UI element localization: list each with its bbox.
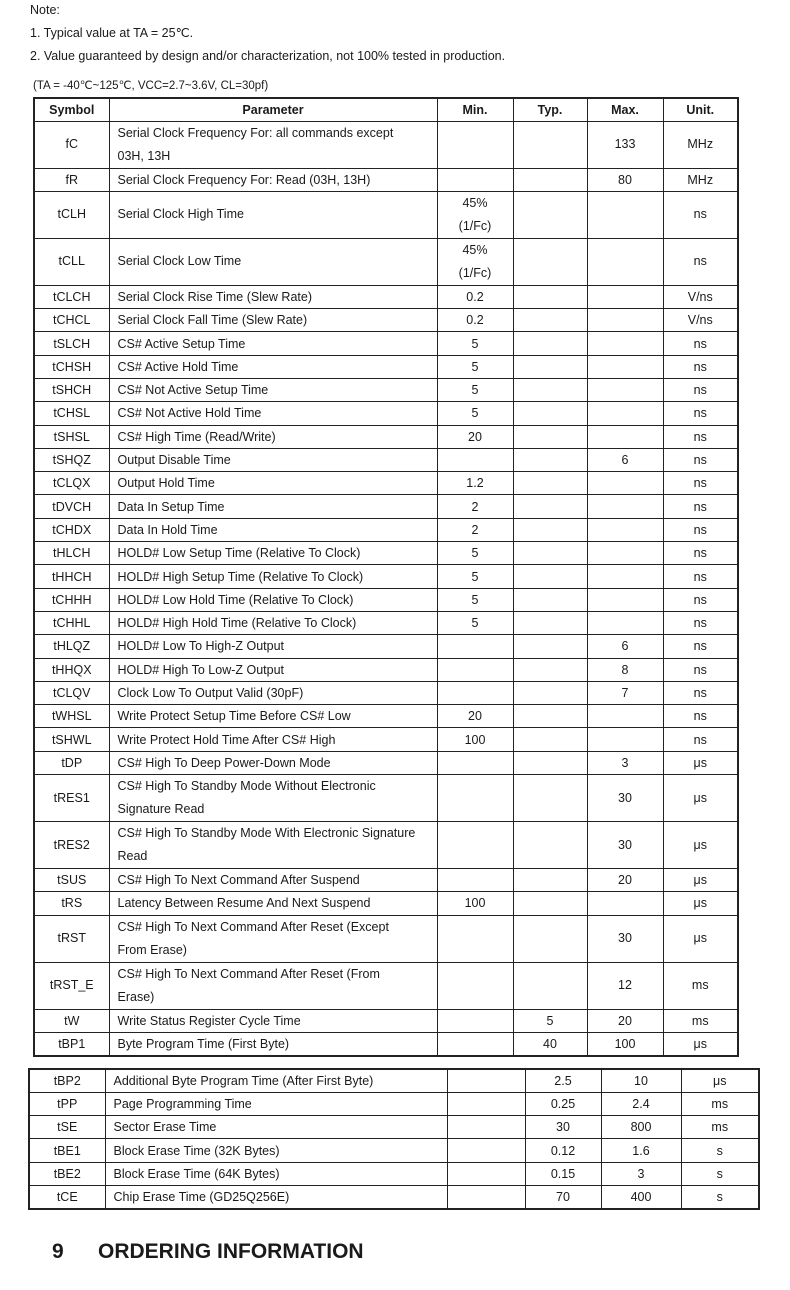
parameter-cell: Block Erase Time (32K Bytes) xyxy=(105,1139,447,1162)
max-cell xyxy=(587,588,663,611)
parameter-cell: Sector Erase Time xyxy=(105,1116,447,1139)
min-cell: 5 xyxy=(437,542,513,565)
symbol-cell: tHLQZ xyxy=(34,635,109,658)
table-row xyxy=(34,915,738,962)
max-cell: 1.6 xyxy=(601,1139,681,1162)
table-row xyxy=(34,869,738,892)
max-cell: 10 xyxy=(601,1069,681,1092)
symbol-cell: tRES2 xyxy=(34,822,109,869)
table-row xyxy=(34,681,738,704)
parameter-cell: CS# High To Standby Mode With Electronic Signature Read xyxy=(109,822,437,869)
typ-cell xyxy=(513,168,587,191)
max-cell xyxy=(587,495,663,518)
table-row xyxy=(29,1092,759,1115)
table-row xyxy=(34,168,738,191)
table-row xyxy=(34,635,738,658)
unit-cell: μs xyxy=(681,1069,759,1092)
symbol-cell: tSHSL xyxy=(34,425,109,448)
symbol-cell: tDP xyxy=(34,751,109,774)
parameter-cell: CS# Not Active Hold Time xyxy=(109,402,437,425)
typ-cell xyxy=(513,378,587,401)
table-row xyxy=(34,121,738,168)
symbol-cell: tCLQV xyxy=(34,681,109,704)
typ-cell: 0.25 xyxy=(525,1092,601,1115)
min-cell: 20 xyxy=(437,425,513,448)
unit-cell: ns xyxy=(663,681,738,704)
symbol-cell: tCHSL xyxy=(34,402,109,425)
unit-cell: ns xyxy=(663,332,738,355)
unit-cell: s xyxy=(681,1139,759,1162)
max-cell: 133 xyxy=(587,121,663,168)
parameter-cell: Page Programming Time xyxy=(105,1092,447,1115)
table-row xyxy=(34,191,738,238)
symbol-cell: tW xyxy=(34,1009,109,1032)
header-symbol: Symbol xyxy=(34,98,109,121)
parameter-cell: CS# High Time (Read/Write) xyxy=(109,425,437,448)
unit-cell: μs xyxy=(663,892,738,915)
table-row xyxy=(34,518,738,541)
max-cell xyxy=(587,728,663,751)
unit-cell: μs xyxy=(663,775,738,822)
unit-cell: ms xyxy=(681,1092,759,1115)
typ-cell xyxy=(513,191,587,238)
notes-block xyxy=(30,2,505,71)
max-cell: 400 xyxy=(601,1185,681,1208)
table-row xyxy=(34,565,738,588)
unit-cell: μs xyxy=(663,751,738,774)
typ-cell xyxy=(513,355,587,378)
max-cell xyxy=(587,518,663,541)
parameter-cell: Latency Between Resume And Next Suspend xyxy=(109,892,437,915)
table-row xyxy=(34,775,738,822)
min-cell: 0.2 xyxy=(437,285,513,308)
unit-cell: V/ns xyxy=(663,285,738,308)
table-row xyxy=(34,728,738,751)
max-cell xyxy=(587,472,663,495)
typ-cell xyxy=(513,588,587,611)
symbol-cell: tRS xyxy=(34,892,109,915)
parameter-cell: Write Protect Setup Time Before CS# Low xyxy=(109,705,437,728)
parameter-cell: CS# High To Standby Mode Without Electronic Signature Read xyxy=(109,775,437,822)
typ-cell xyxy=(513,822,587,869)
max-cell: 2.4 xyxy=(601,1092,681,1115)
max-cell xyxy=(587,705,663,728)
typ-cell xyxy=(513,892,587,915)
min-cell: 100 xyxy=(437,892,513,915)
parameter-cell: Serial Clock Rise Time (Slew Rate) xyxy=(109,285,437,308)
max-cell xyxy=(587,892,663,915)
table-row xyxy=(34,495,738,518)
table-row xyxy=(29,1069,759,1092)
unit-cell: ns xyxy=(663,355,738,378)
min-cell: 20 xyxy=(437,705,513,728)
symbol-cell: tCLL xyxy=(34,238,109,285)
min-cell: 5 xyxy=(437,402,513,425)
unit-cell: ns xyxy=(663,635,738,658)
min-cell xyxy=(437,658,513,681)
unit-cell: μs xyxy=(663,822,738,869)
min-cell: 5 xyxy=(437,378,513,401)
test-conditions: (TA = -40℃~125℃, VCC=2.7~3.6V, CL=30pf) xyxy=(33,80,269,92)
max-cell xyxy=(587,309,663,332)
table-row xyxy=(34,285,738,308)
section-heading xyxy=(52,1240,364,1264)
parameter-cell: HOLD# Low To High-Z Output xyxy=(109,635,437,658)
min-cell xyxy=(437,869,513,892)
parameter-cell: Additional Byte Program Time (After First Byte) xyxy=(105,1069,447,1092)
symbol-cell: fR xyxy=(34,168,109,191)
table-row xyxy=(34,658,738,681)
parameter-cell: CS# High To Deep Power-Down Mode xyxy=(109,751,437,774)
symbol-cell: tCLQX xyxy=(34,472,109,495)
max-cell: 8 xyxy=(587,658,663,681)
typ-cell: 0.15 xyxy=(525,1162,601,1185)
typ-cell xyxy=(513,869,587,892)
unit-cell: ns xyxy=(663,728,738,751)
parameter-cell: HOLD# Low Setup Time (Relative To Clock) xyxy=(109,542,437,565)
parameter-cell: Data In Setup Time xyxy=(109,495,437,518)
min-cell xyxy=(437,1009,513,1032)
max-cell: 30 xyxy=(587,775,663,822)
symbol-cell: tCHHH xyxy=(34,588,109,611)
typ-cell xyxy=(513,728,587,751)
unit-cell: μs xyxy=(663,915,738,962)
typ-cell: 70 xyxy=(525,1185,601,1208)
unit-cell: ns xyxy=(663,448,738,471)
ac-characteristics-table xyxy=(33,97,739,1057)
symbol-cell: tSHWL xyxy=(34,728,109,751)
min-cell xyxy=(437,775,513,822)
table-row xyxy=(34,822,738,869)
max-cell: 12 xyxy=(587,962,663,1009)
typ-cell xyxy=(513,332,587,355)
notes-title: Note: xyxy=(30,3,60,17)
unit-cell: ns xyxy=(663,518,738,541)
max-cell xyxy=(587,285,663,308)
unit-cell: V/ns xyxy=(663,309,738,332)
symbol-cell: tBE1 xyxy=(29,1139,105,1162)
symbol-cell: tCE xyxy=(29,1185,105,1208)
min-cell: 5 xyxy=(437,332,513,355)
unit-cell: ns xyxy=(663,378,738,401)
table-row xyxy=(29,1185,759,1208)
max-cell xyxy=(587,332,663,355)
typ-cell: 0.12 xyxy=(525,1139,601,1162)
typ-cell xyxy=(513,542,587,565)
parameter-cell: CS# High To Next Command After Suspend xyxy=(109,869,437,892)
symbol-cell: tSE xyxy=(29,1116,105,1139)
typ-cell xyxy=(513,658,587,681)
typ-cell xyxy=(513,518,587,541)
table-row xyxy=(34,611,738,634)
typ-cell xyxy=(513,775,587,822)
max-cell xyxy=(587,238,663,285)
typ-cell xyxy=(513,565,587,588)
parameter-cell: CS# High To Next Command After Reset (From Erase) xyxy=(109,962,437,1009)
max-cell xyxy=(587,191,663,238)
table-row xyxy=(34,425,738,448)
table-row xyxy=(34,751,738,774)
unit-cell: ms xyxy=(681,1116,759,1139)
table-header-row xyxy=(34,98,738,121)
typ-cell: 2.5 xyxy=(525,1069,601,1092)
parameter-cell: Serial Clock Fall Time (Slew Rate) xyxy=(109,309,437,332)
symbol-cell: tSUS xyxy=(34,869,109,892)
typ-cell xyxy=(513,915,587,962)
unit-cell: μs xyxy=(663,1032,738,1055)
symbol-cell: tRST xyxy=(34,915,109,962)
typ-cell xyxy=(513,121,587,168)
max-cell xyxy=(587,378,663,401)
table-row xyxy=(34,355,738,378)
symbol-cell: tBP1 xyxy=(34,1032,109,1055)
header-typ: Typ. xyxy=(513,98,587,121)
unit-cell: MHz xyxy=(663,121,738,168)
table-row xyxy=(34,588,738,611)
typ-cell xyxy=(513,751,587,774)
min-cell: 45% (1/Fc) xyxy=(437,238,513,285)
section-number: 9 xyxy=(52,1240,64,1263)
table-body xyxy=(34,121,738,1056)
symbol-cell: tRES1 xyxy=(34,775,109,822)
table-body xyxy=(29,1069,759,1209)
unit-cell: ns xyxy=(663,565,738,588)
header-unit: Unit. xyxy=(663,98,738,121)
symbol-cell: tPP xyxy=(29,1092,105,1115)
unit-cell: s xyxy=(681,1185,759,1208)
parameter-cell: HOLD# Low Hold Time (Relative To Clock) xyxy=(109,588,437,611)
symbol-cell: tCLCH xyxy=(34,285,109,308)
program-erase-table xyxy=(28,1068,760,1210)
header-max: Max. xyxy=(587,98,663,121)
typ-cell: 40 xyxy=(513,1032,587,1055)
min-cell xyxy=(437,751,513,774)
unit-cell: ns xyxy=(663,658,738,681)
table-row xyxy=(34,378,738,401)
min-cell xyxy=(437,448,513,471)
table-row xyxy=(34,1032,738,1055)
symbol-cell: tWHSL xyxy=(34,705,109,728)
typ-cell xyxy=(513,309,587,332)
min-cell: 2 xyxy=(437,518,513,541)
parameter-cell: Byte Program Time (First Byte) xyxy=(109,1032,437,1055)
unit-cell: ns xyxy=(663,495,738,518)
typ-cell xyxy=(513,611,587,634)
parameter-cell: Serial Clock Frequency For: all commands except 03H, 13H xyxy=(109,121,437,168)
min-cell: 100 xyxy=(437,728,513,751)
table-row xyxy=(34,238,738,285)
max-cell xyxy=(587,611,663,634)
typ-cell xyxy=(513,705,587,728)
parameter-cell: CS# Not Active Setup Time xyxy=(109,378,437,401)
min-cell: 1.2 xyxy=(437,472,513,495)
typ-cell xyxy=(513,285,587,308)
table-row xyxy=(34,332,738,355)
symbol-cell: tSHQZ xyxy=(34,448,109,471)
min-cell xyxy=(437,1032,513,1055)
max-cell: 20 xyxy=(587,869,663,892)
symbol-cell: tRST_E xyxy=(34,962,109,1009)
table-row xyxy=(34,962,738,1009)
typ-cell xyxy=(513,635,587,658)
min-cell xyxy=(447,1069,525,1092)
header-parameter: Parameter xyxy=(109,98,437,121)
header-min: Min. xyxy=(437,98,513,121)
unit-cell: ns xyxy=(663,402,738,425)
min-cell xyxy=(447,1116,525,1139)
parameter-cell: Output Hold Time xyxy=(109,472,437,495)
parameter-cell: Serial Clock Low Time xyxy=(109,238,437,285)
parameter-cell: Output Disable Time xyxy=(109,448,437,471)
parameter-cell: Write Protect Hold Time After CS# High xyxy=(109,728,437,751)
max-cell xyxy=(587,402,663,425)
table-row xyxy=(34,892,738,915)
symbol-cell: fC xyxy=(34,121,109,168)
unit-cell: ns xyxy=(663,705,738,728)
parameter-cell: Chip Erase Time (GD25Q256E) xyxy=(105,1185,447,1208)
table-row xyxy=(34,542,738,565)
symbol-cell: tDVCH xyxy=(34,495,109,518)
unit-cell: MHz xyxy=(663,168,738,191)
max-cell: 30 xyxy=(587,915,663,962)
max-cell: 6 xyxy=(587,448,663,471)
max-cell xyxy=(587,565,663,588)
parameter-cell: CS# High To Next Command After Reset (Except From Erase) xyxy=(109,915,437,962)
min-cell xyxy=(437,915,513,962)
unit-cell: s xyxy=(681,1162,759,1185)
min-cell xyxy=(437,121,513,168)
table-row xyxy=(29,1116,759,1139)
unit-cell: ns xyxy=(663,588,738,611)
note-item: 2. Value guaranteed by design and/or characterization, not 100% tested in production. xyxy=(30,49,506,63)
symbol-cell: tCHDX xyxy=(34,518,109,541)
min-cell: 5 xyxy=(437,611,513,634)
table-row xyxy=(34,472,738,495)
unit-cell: ms xyxy=(663,962,738,1009)
parameter-cell: Serial Clock Frequency For: Read (03H, 13H) xyxy=(109,168,437,191)
max-cell xyxy=(587,355,663,378)
symbol-cell: tHHQX xyxy=(34,658,109,681)
symbol-cell: tBE2 xyxy=(29,1162,105,1185)
unit-cell: μs xyxy=(663,869,738,892)
symbol-cell: tSHCH xyxy=(34,378,109,401)
max-cell: 80 xyxy=(587,168,663,191)
max-cell: 800 xyxy=(601,1116,681,1139)
symbol-cell: tBP2 xyxy=(29,1069,105,1092)
max-cell: 3 xyxy=(601,1162,681,1185)
parameter-cell: Serial Clock High Time xyxy=(109,191,437,238)
table-row xyxy=(29,1139,759,1162)
typ-cell xyxy=(513,448,587,471)
min-cell: 0.2 xyxy=(437,309,513,332)
typ-cell xyxy=(513,425,587,448)
table-row xyxy=(29,1162,759,1185)
max-cell: 30 xyxy=(587,822,663,869)
typ-cell: 5 xyxy=(513,1009,587,1032)
min-cell: 2 xyxy=(437,495,513,518)
min-cell xyxy=(447,1185,525,1208)
min-cell xyxy=(447,1092,525,1115)
parameter-cell: Clock Low To Output Valid (30pF) xyxy=(109,681,437,704)
parameter-cell: Data In Hold Time xyxy=(109,518,437,541)
symbol-cell: tHLCH xyxy=(34,542,109,565)
unit-cell: ns xyxy=(663,425,738,448)
unit-cell: ns xyxy=(663,542,738,565)
max-cell xyxy=(587,542,663,565)
table-row xyxy=(34,309,738,332)
typ-cell xyxy=(513,472,587,495)
min-cell xyxy=(437,822,513,869)
max-cell: 7 xyxy=(587,681,663,704)
unit-cell: ns xyxy=(663,611,738,634)
min-cell xyxy=(447,1139,525,1162)
note-item: 1. Typical value at TA = 25℃. xyxy=(30,26,194,40)
max-cell: 6 xyxy=(587,635,663,658)
max-cell: 20 xyxy=(587,1009,663,1032)
parameter-cell: CS# Active Hold Time xyxy=(109,355,437,378)
parameter-cell: CS# Active Setup Time xyxy=(109,332,437,355)
unit-cell: ns xyxy=(663,472,738,495)
min-cell xyxy=(447,1162,525,1185)
typ-cell: 30 xyxy=(525,1116,601,1139)
symbol-cell: tSLCH xyxy=(34,332,109,355)
max-cell: 100 xyxy=(587,1032,663,1055)
parameter-cell: HOLD# High Setup Time (Relative To Clock) xyxy=(109,565,437,588)
unit-cell: ns xyxy=(663,191,738,238)
section-title: ORDERING INFORMATION xyxy=(98,1240,364,1263)
min-cell: 5 xyxy=(437,355,513,378)
unit-cell: ms xyxy=(663,1009,738,1032)
table-row xyxy=(34,402,738,425)
unit-cell: ns xyxy=(663,238,738,285)
table-row xyxy=(34,705,738,728)
parameter-cell: HOLD# High Hold Time (Relative To Clock) xyxy=(109,611,437,634)
symbol-cell: tCHSH xyxy=(34,355,109,378)
typ-cell xyxy=(513,402,587,425)
min-cell: 45% (1/Fc) xyxy=(437,191,513,238)
min-cell: 5 xyxy=(437,565,513,588)
min-cell xyxy=(437,962,513,1009)
parameter-cell: HOLD# High To Low-Z Output xyxy=(109,658,437,681)
typ-cell xyxy=(513,238,587,285)
min-cell: 5 xyxy=(437,588,513,611)
symbol-cell: tHHCH xyxy=(34,565,109,588)
parameter-cell: Block Erase Time (64K Bytes) xyxy=(105,1162,447,1185)
typ-cell xyxy=(513,681,587,704)
table-row xyxy=(34,1009,738,1032)
parameter-cell: Write Status Register Cycle Time xyxy=(109,1009,437,1032)
min-cell xyxy=(437,635,513,658)
max-cell: 3 xyxy=(587,751,663,774)
typ-cell xyxy=(513,962,587,1009)
symbol-cell: tCHHL xyxy=(34,611,109,634)
max-cell xyxy=(587,425,663,448)
min-cell xyxy=(437,168,513,191)
min-cell xyxy=(437,681,513,704)
typ-cell xyxy=(513,495,587,518)
table-row xyxy=(34,448,738,471)
symbol-cell: tCHCL xyxy=(34,309,109,332)
symbol-cell: tCLH xyxy=(34,191,109,238)
